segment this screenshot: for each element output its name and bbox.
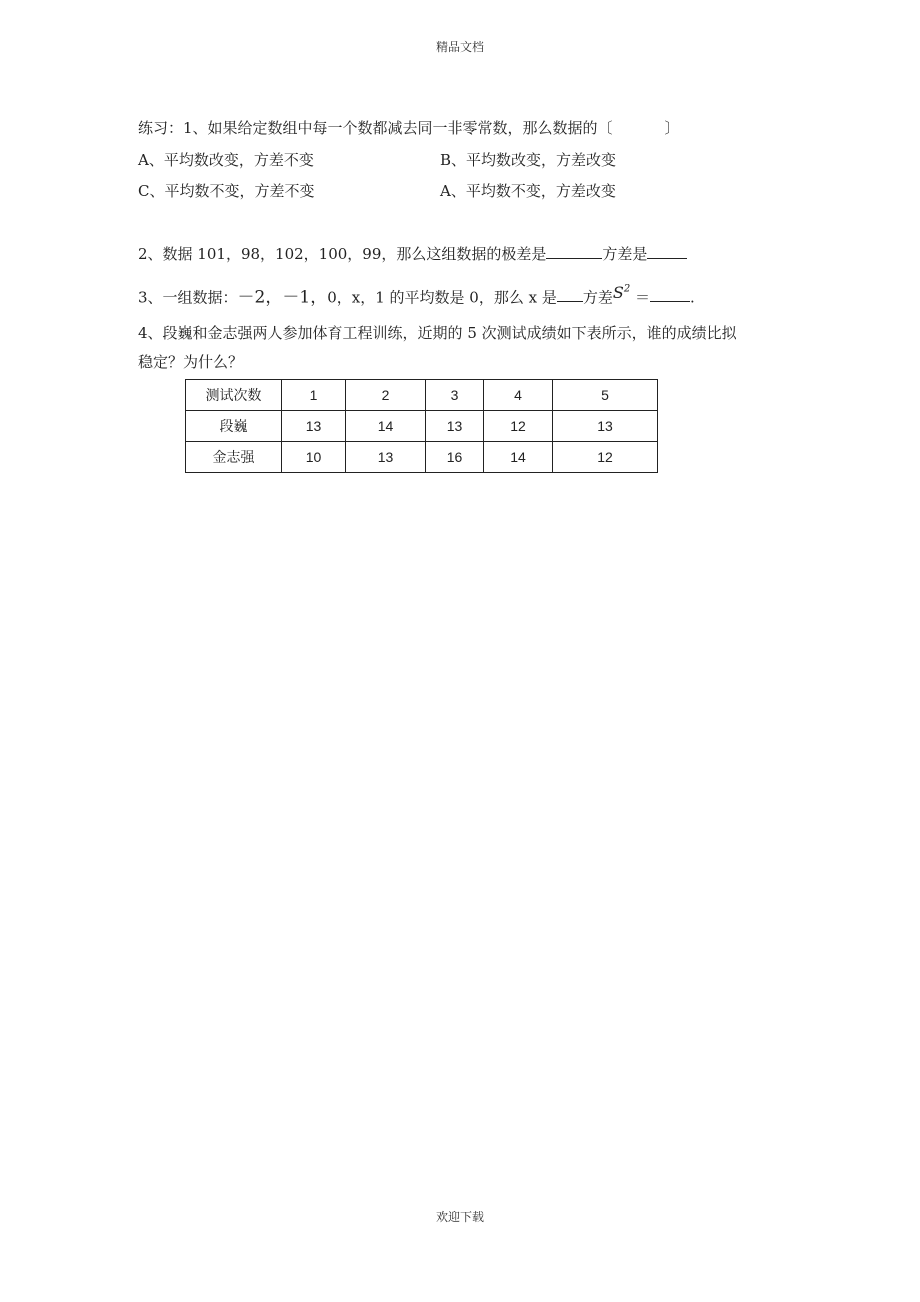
table-cell: 10 (282, 442, 346, 473)
question-4-line-2: 稳定？为什么？ (138, 353, 244, 371)
x-blank (557, 287, 583, 302)
value-neg-one: －1， (282, 287, 328, 308)
table-header-cell: 4 (484, 380, 553, 411)
question-2-text-b: 方差是 (602, 245, 648, 263)
table-header-cell: 2 (346, 380, 426, 411)
table-header-row (186, 380, 658, 411)
question-3-prefix: 3、一组数据： (138, 288, 238, 307)
table-cell: 13 (426, 411, 484, 442)
page-header: 精品文档 (435, 40, 484, 54)
table-cell: 14 (484, 442, 553, 473)
variance-label: 方差 (582, 288, 613, 307)
option-c: C、平均数不变，方差不变 (138, 182, 315, 200)
option-b: B、平均数改变，方差改变 (440, 151, 617, 169)
question-2-text-a: 2、数据 101，98，102，100，99，那么这组数据的极差是 (138, 245, 547, 263)
table-cell: 13 (346, 442, 426, 473)
table-cell: 13 (553, 411, 658, 442)
table-header-cell: 测试次数 (186, 380, 282, 411)
question-4-line-1: 4、段巍和金志强两人参加体育工程训练，近期的 5 次测试成绩如下表所示，谁的成绩比拟 (138, 324, 737, 342)
table-header-cell: 1 (282, 380, 346, 411)
question-1-stem (138, 118, 680, 138)
s2-blank (650, 287, 690, 302)
table-cell: 12 (484, 411, 553, 442)
table-cell: 14 (346, 411, 426, 442)
option-d: A、平均数不变，方差改变 (440, 182, 616, 200)
page-footer: 欢迎下载 (435, 1210, 484, 1224)
question-1-text: 练习：1、如果给定数组中每一个数都减去同一非零常数，那么数据的〔 (138, 119, 613, 137)
equals-sign: ＝ (634, 288, 650, 307)
table-row (186, 442, 658, 473)
table-header-cell: 3 (426, 380, 484, 411)
question-2 (138, 244, 687, 264)
period: . (689, 288, 695, 307)
question-3-mid: 0，x，1 的平均数是 0，那么 x 是 (327, 288, 557, 307)
table-cell: 金志强 (186, 442, 282, 473)
score-table (185, 379, 658, 473)
table-cell: 13 (282, 411, 346, 442)
table-cell: 12 (553, 442, 658, 473)
table-row (186, 411, 658, 442)
range-blank (546, 244, 602, 259)
question-1-bracket-close: 〕 (664, 119, 680, 137)
variance-symbol: $S^2$ (612, 283, 631, 303)
question-3 (138, 284, 695, 307)
option-a: A、平均数改变，方差不变 (138, 151, 314, 169)
table-cell: 段巍 (186, 411, 282, 442)
value-neg-two: －2， (237, 287, 283, 308)
table-header-cell: 5 (553, 380, 658, 411)
variance-blank (647, 244, 687, 259)
table-cell: 16 (426, 442, 484, 473)
